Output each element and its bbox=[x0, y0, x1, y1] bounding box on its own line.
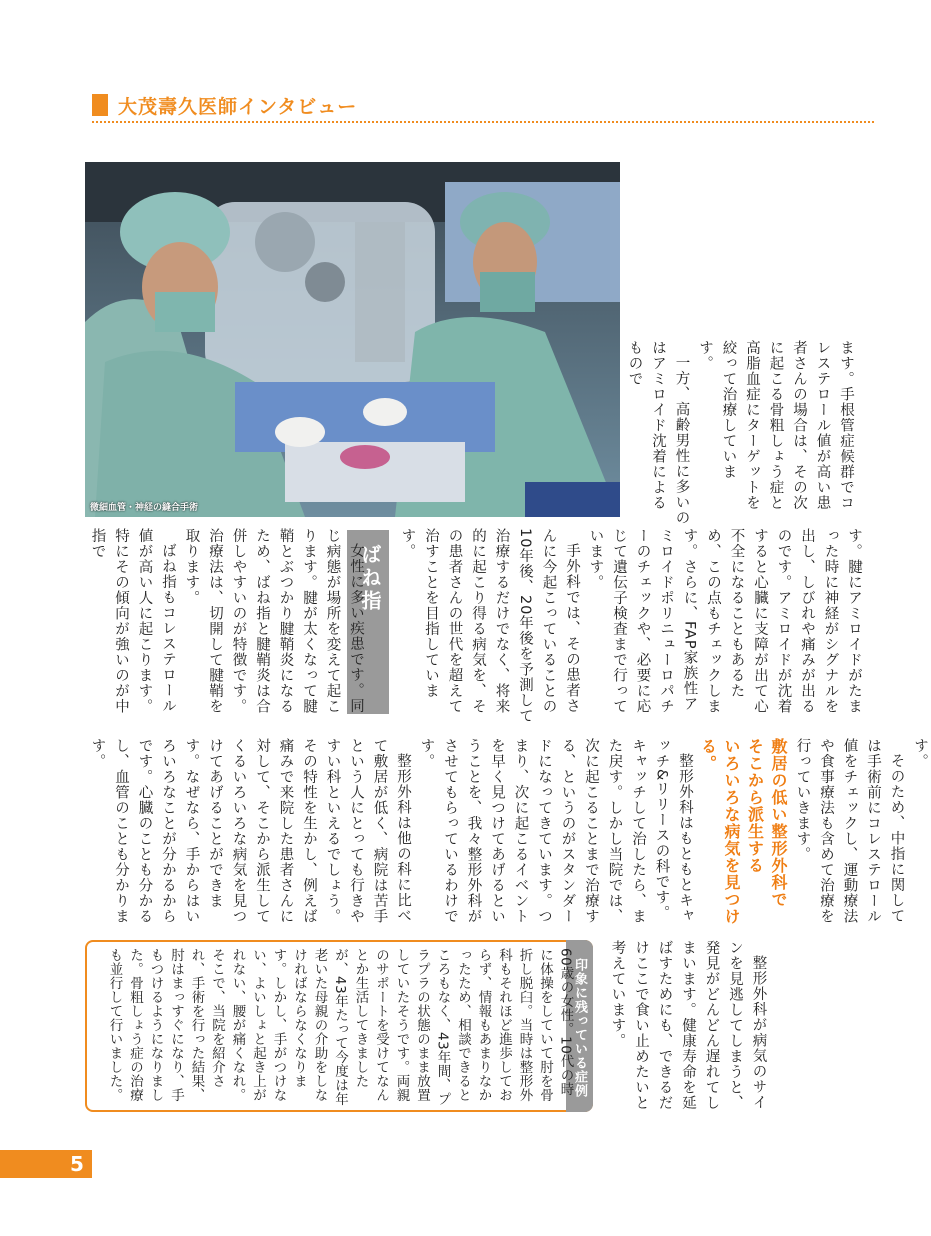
text-block-top bbox=[622, 340, 857, 525]
paragraph: ます。手根管症候群でコレステロール値が高い患者さんの場合は、その次に起こる骨粗しょう症と高脂血症にターゲットを絞って治療していま bbox=[720, 340, 854, 511]
text-block-lower-b bbox=[605, 940, 770, 1120]
paragraph: 女性に多い疾患です。同じ病態が場所を変えて起こります。腱が太くなって腱鞘とぶつかり腱鞘炎になるため、ばね指と腱鞘炎は合併しやすいのが特徴です。治療法は、切開して腱鞘を取ります。 bbox=[183, 528, 364, 714]
surgery-photo bbox=[85, 162, 620, 517]
paragraph: 一方、高齢男性に多いのはアミロイド沈着によるもので bbox=[626, 340, 690, 525]
header-accent-bar bbox=[92, 94, 108, 116]
paragraph: 整形外科はもともとキャッチ&リリースの科です。キャッチして治したら、また戻す。しかし当院では、次に起こることまで治療する、というのがスタンダードになってきています。つまり、次に起こるイベントを早く見つけてあげるということを、我々整形外科がさせてもらっているわけです。 bbox=[418, 738, 693, 924]
case-study-title: 印象に残っている症例 bbox=[572, 958, 587, 1098]
page-number: 5 bbox=[70, 1152, 84, 1176]
case-study-text: 60歳の女性。10代の時に体操をしていて肘を骨折し脱臼。当時は整形外科もそれほど進歩しておらず、情報もあまりなかったため、相談できるところもなく、43年間、プラプラの状態のまま放置していたそうです。両親のサポートを受けてなんとか生活してきましたが、43年たって今度は年老いた母親の介助をしなければならなくなります。しかし、手がつけない、よいしょと起き上がれない、腰が痛くなれ。そこで、当院を紹介され、手術を行った結果、肘はまっすぐになり、手もつけるようになりました。骨粗しょう症の治療も並行して行いました。 bbox=[106, 948, 574, 1107]
text-block-middle-b bbox=[85, 528, 367, 724]
section-heading-line: いろいろな病気を見つける。 bbox=[698, 738, 741, 925]
section-heading-line: そこから派生する bbox=[745, 738, 765, 874]
photo-caption: 微細血管・神経の縫合手術 bbox=[90, 503, 199, 513]
header-dotted-rule bbox=[92, 121, 874, 123]
page-title: 大茂壽久医師インタビュー bbox=[118, 96, 358, 118]
paragraph: 手外科では、その患者さんに今起こっていることの10年後、20年後を予測して治療するだけでなく、将来的に起こり得る病気を、その患者さんの世代を超えて治すことを目指しています。 bbox=[399, 528, 580, 724]
paragraph: そのため、中指に関しては手術前にコレステロール値をチェックし、運動療法や食事療法も含めて治療を行っていきます。 bbox=[794, 738, 905, 924]
section-heading-line: 敷居の低い整形外科で bbox=[769, 738, 788, 908]
paragraph: す。 bbox=[697, 340, 713, 371]
paragraph: 整形外科が病気のサインを見逃してしまうと、発見がどんどん遅れてしまいます。健康寿命を延ばすためにも、できるだけここで食い止めたいと考えています。 bbox=[609, 940, 767, 1111]
text-block-lower-a bbox=[85, 738, 931, 928]
paragraph: ばね指もコレステロール値が高い人に起こります。特にその傾向が強いのが中指で bbox=[89, 528, 176, 714]
paragraph: 整形外科は他の科に比べて敷居が低く、病院は苦手という人にとっても行きやすい科といえるでしょう。その特性を生かし、例えば痛みで来院した患者さんに対して、そこから派生してくるいろいろな病気を見つけてあげることができます。なぜなら、手からはいろいろなことが分かるからです。心臓のことも分かるし、血管のことも分かります。 bbox=[89, 738, 411, 924]
paragraph: す。腱にアミロイドがたまった時に神経がシグナルを出し、しびれや痛みが出るのです。アミロイドが沈着すると心臓に支障が出て心不全になることもあるため、この点もチェックします。さらに、FAP家族性アミロイドポリニューロパチーのチェックや、必要に応じて遺伝子検査まで行っています。 bbox=[587, 528, 862, 714]
paragraph: す。 bbox=[912, 738, 928, 769]
text-block-middle-a bbox=[395, 528, 865, 724]
section-heading: ばね指 bbox=[358, 544, 382, 613]
